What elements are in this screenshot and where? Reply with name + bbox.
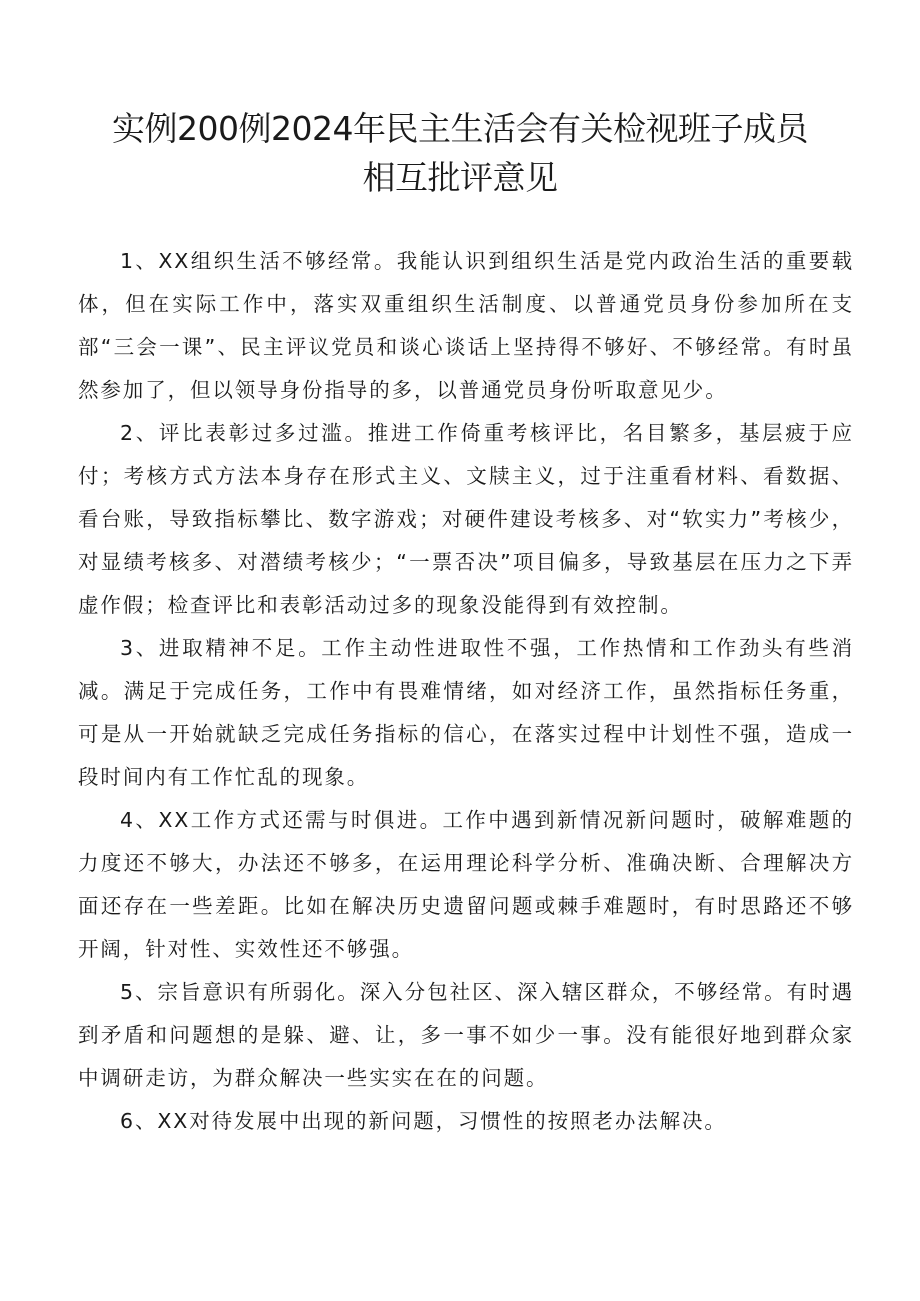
- paragraph-4: 4、XX工作方式还需与时俱进。工作中遇到新情况新问题时，破解难题的力度还不够大，办法还不够多，在运用理论科学分析、准确决断、合理解决方面还存在一些差距。比如在解决历史遗留问题或棘手难题时，有时思路还不够开阔，针对性、实效性还不够强。: [78, 808, 854, 961]
- title-line-2: 相互批评意见: [362, 158, 558, 197]
- paragraph-1: 1、XX组织生活不够经常。我能认识到组织生活是党内政治生活的重要载体，但在实际工作中，落实双重组织生活制度、以普通党员身份参加所在支部“三会一课”、民主评议党员和谈心谈话上坚持得不够好、不够经常。有时虽然参加了，但以领导身份指导的多，以普通党员身份听取意见少。: [78, 249, 854, 402]
- paragraph-6: 6、XX对待发展中出现的新问题，习惯性的按照老办法解决。: [120, 1109, 727, 1133]
- page-title: [60, 104, 860, 202]
- title-line-1: 实例200例2024年民主生活会有关检视班子成员: [112, 109, 808, 148]
- document-body: [78, 240, 854, 1143]
- paragraph-5: 5、宗旨意识有所弱化。深入分包社区、深入辖区群众，不够经常。有时遇到矛盾和问题想的是躲、避、让，多一事不如少一事。没有能很好地到群众家中调研走访，为群众解决一些实实在在的问题。: [78, 980, 854, 1090]
- paragraph-2: 2、评比表彰过多过滥。推进工作倚重考核评比，名目繁多，基层疲于应付；考核方式方法本身存在形式主义、文牍主义，过于注重看材料、看数据、看台账，导致指标攀比、数字游戏；对硬件建设考核多、对“软实力”考核少，对显绩考核多、对潜绩考核少；“一票否决”项目偏多，导致基层在压力之下弄虚作假；检查评比和表彰活动过多的现象没能得到有效控制。: [78, 421, 854, 617]
- paragraph-3: 3、进取精神不足。工作主动性进取性不强，工作热情和工作劲头有些消减。满足于完成任务，工作中有畏难情绪，如对经济工作，虽然指标任务重，可是从一开始就缺乏完成任务指标的信心，在落实过程中计划性不强，造成一段时间内有工作忙乱的现象。: [78, 636, 854, 789]
